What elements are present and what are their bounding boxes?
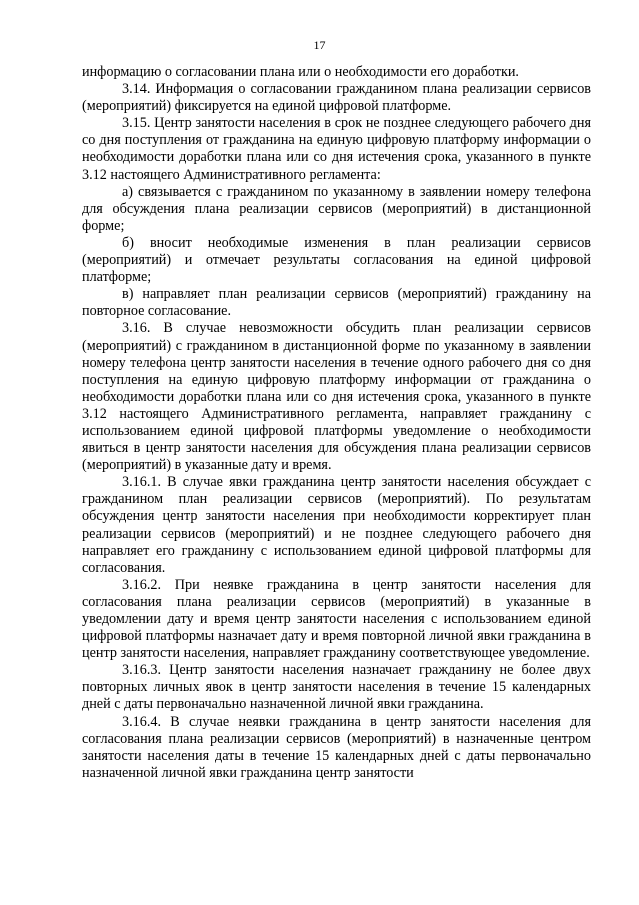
- paragraph-3-16-4: 3.16.4. В случае неявки гражданина в центр занятости населения для согласования плана реализации сервисов (мероприятий) в назначенные центром занятости населения даты в течение 15 календарных дней с даты первоначально назначенной личной явки гражданина центр занятости: [82, 713, 591, 781]
- list-item-a: а) связывается с гражданином по указанному в заявлении номеру телефона для обсуждения плана реализации сервисов (мероприятий) в дистанционной форме;: [82, 183, 591, 234]
- document-body: [82, 64, 591, 782]
- paragraph-3-16-1: 3.16.1. В случае явки гражданина центр занятости населения обсуждает с гражданином план реализации сервисов (мероприятий). По результатам обсуждения центр занятости населения при необходимости корректирует план реализации сервисов (мероприятий) и не позднее следующего рабочего дня направляет его гражданину с использованием единой цифровой платформы для согласования.: [82, 474, 591, 576]
- paragraph-3-16: 3.16. В случае невозможности обсудить план реализации сервисов (мероприятий) с гражданином в дистанционной форме по указанному в заявлении номеру телефона центр занятости населения в течение одного рабочего дня со дня поступления на единую цифровую платформу информации от гражданина о необходимости доработки плана или со дня истечения срока, указанного в пункте 3.12 настоящего Административного регламента, направляет гражданину с использованием единой цифровой платформы уведомление о необходимости явиться в центр занятости населения для обсуждения плана реализации сервисов (мероприятий) в указанные дату и время.: [82, 320, 591, 474]
- paragraph-3-14: 3.14. Информация о согласовании гражданином плана реализации сервисов (мероприятий) фиксируется на единой цифровой платформе.: [82, 81, 591, 115]
- list-item-v: в) направляет план реализации сервисов (мероприятий) гражданину на повторное согласование.: [82, 286, 591, 320]
- paragraph-3-15: 3.15. Центр занятости населения в срок не позднее следующего рабочего дня со дня поступления от гражданина на единую цифровую платформу информации о необходимости доработки плана или со дня истечения срока, указанного в пункте 3.12 настоящего Административного регламента:: [82, 115, 591, 183]
- page-number: 17: [313, 38, 326, 52]
- paragraph-continuation: информацию о согласовании плана или о необходимости его доработки.: [82, 64, 519, 80]
- list-item-b: б) вносит необходимые изменения в план реализации сервисов (мероприятий) и отмечает результаты согласования на единой цифровой платформе;: [82, 234, 591, 286]
- paragraph-3-16-3: 3.16.3. Центр занятости населения назначает гражданину не более двух повторных личных явок в центр занятости населения в течение 15 календарных дней с даты первоначально назначенной личной явки гражданина.: [82, 662, 591, 713]
- paragraph-3-16-2: 3.16.2. При неявке гражданина в центр занятости населения для согласования плана реализации сервисов (мероприятий) в указанные в уведомлении дату и время центр занятости населения с использованием единой цифровой платформы назначает дату и время повторной личной явки гражданина в центр занятости населения, направляет гражданину соответствующее уведомление.: [82, 576, 591, 662]
